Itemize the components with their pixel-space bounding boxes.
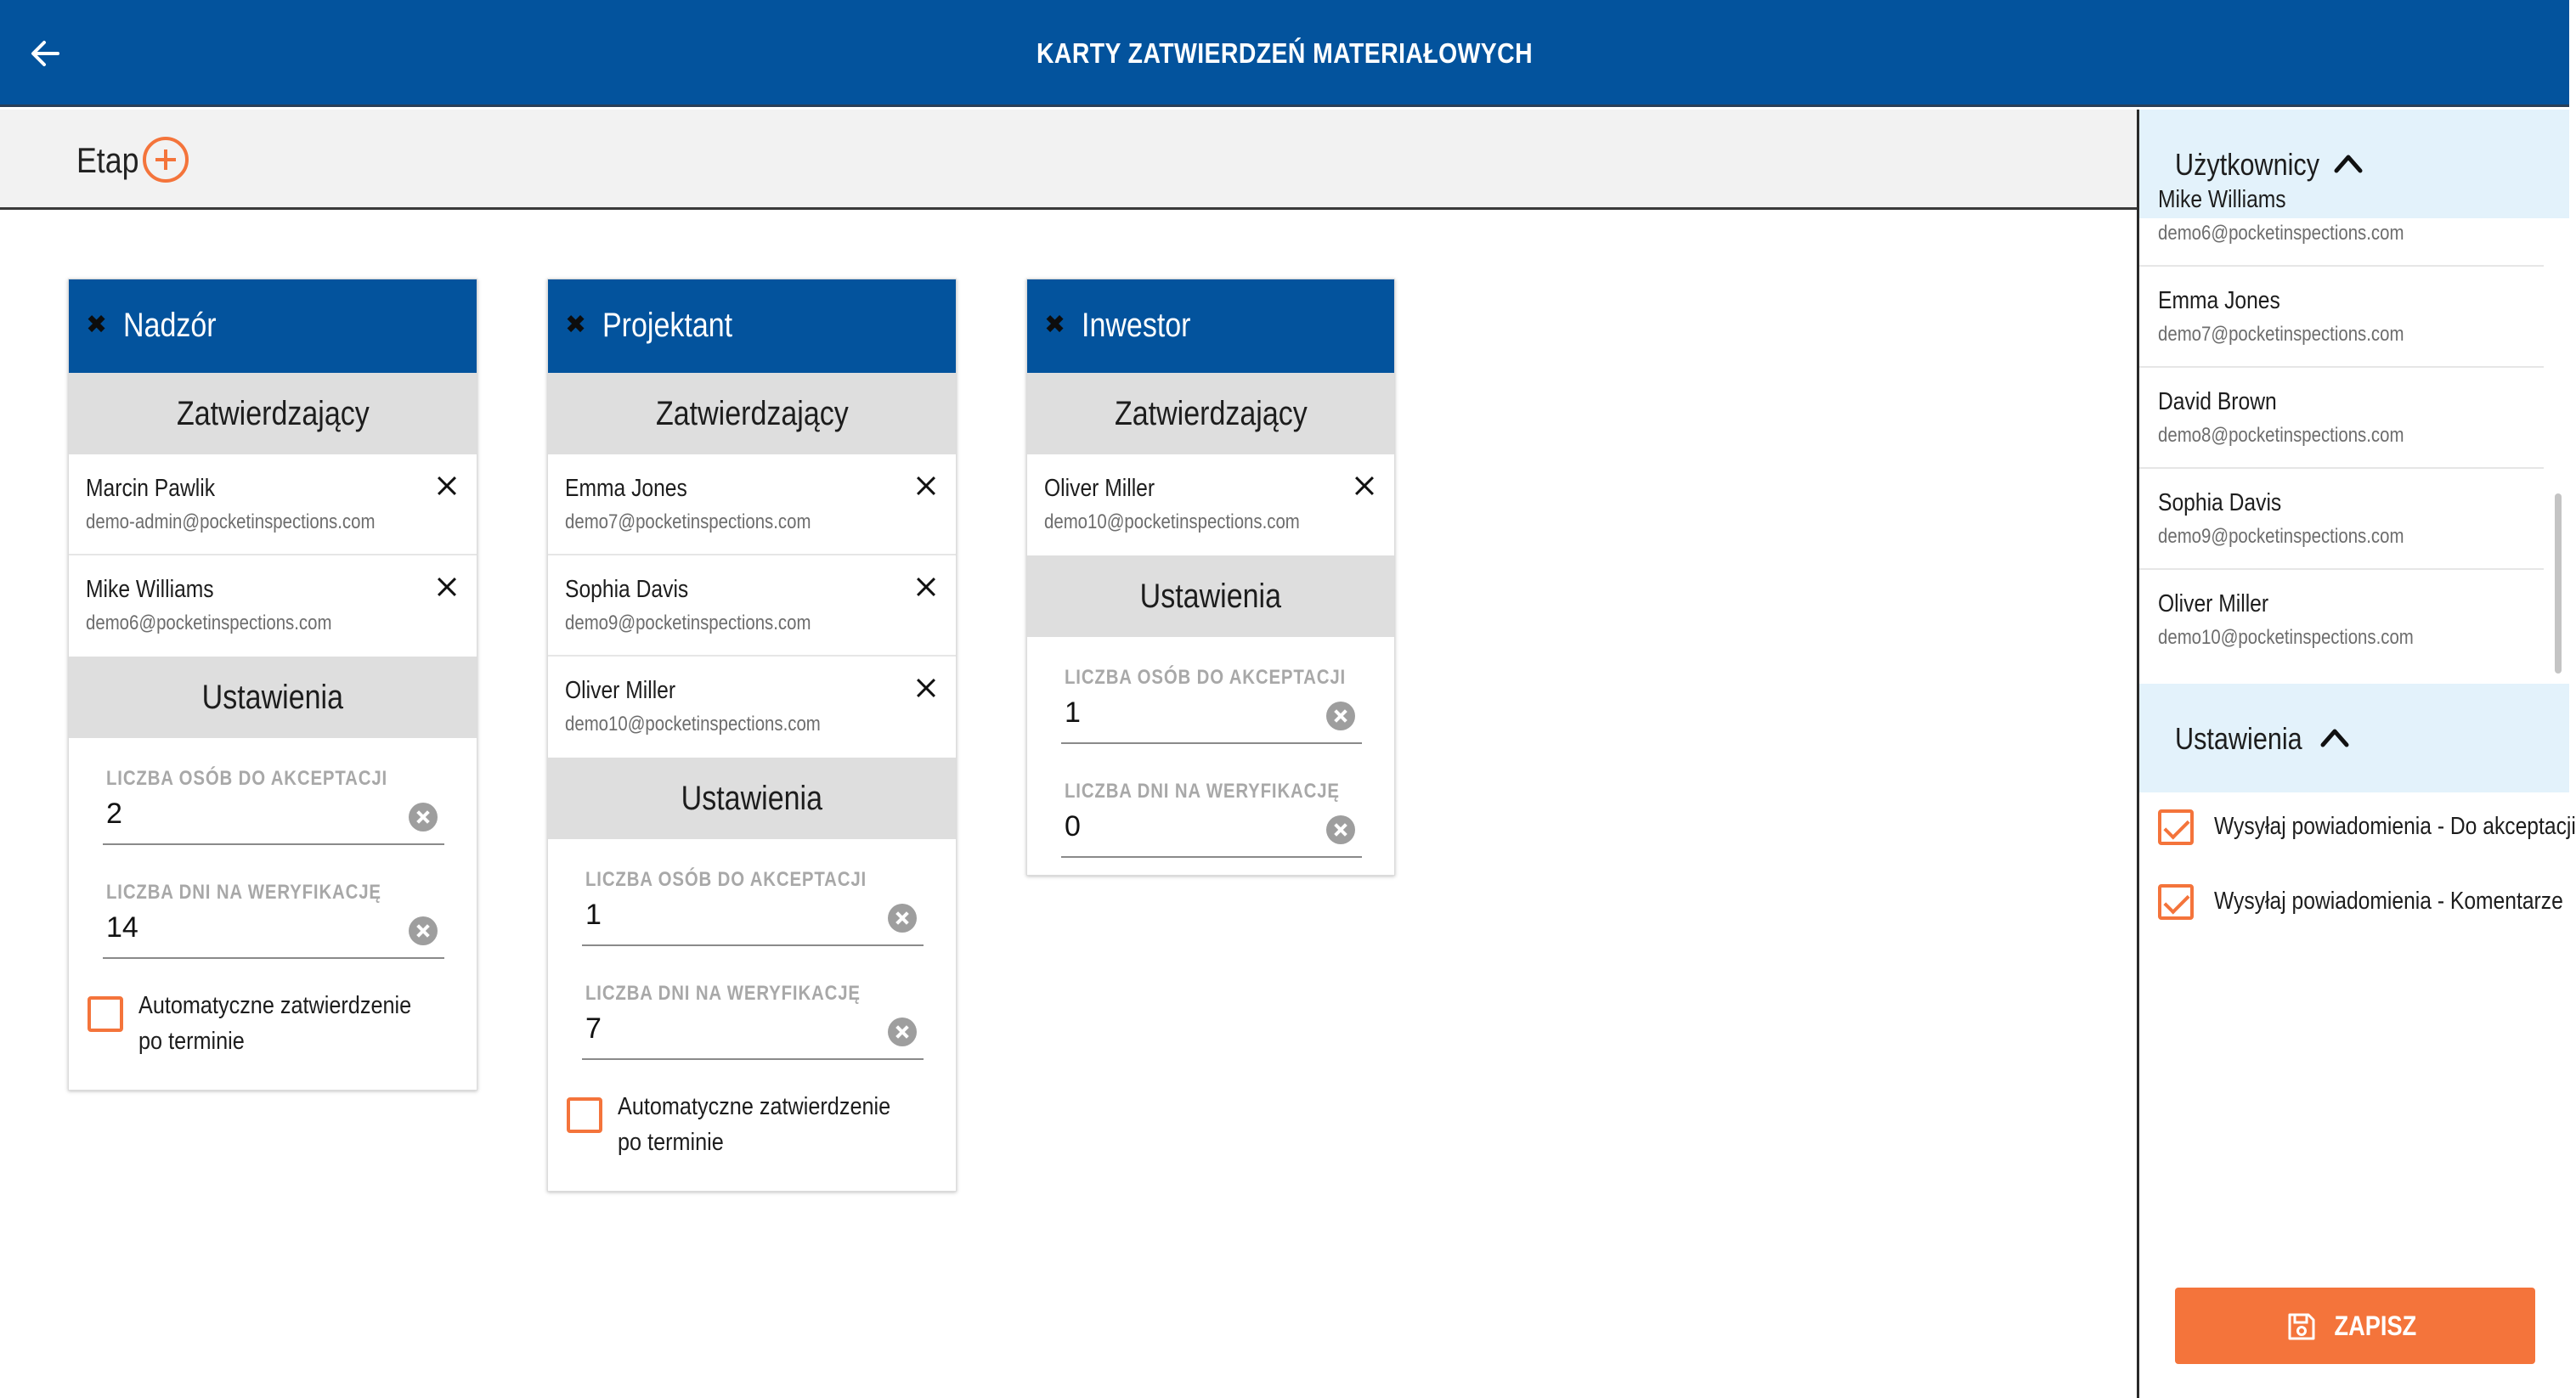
- people-count-input[interactable]: [106, 798, 397, 831]
- clear-field-icon[interactable]: [888, 904, 917, 933]
- approver-row: [69, 555, 477, 657]
- stage-toolbar: [0, 110, 2139, 210]
- field-underline: [582, 944, 924, 946]
- approver-email: demo9@pocketinspections.com: [565, 612, 811, 634]
- settings-section-title: Ustawienia: [69, 657, 477, 738]
- auto-approve-option: [88, 988, 444, 1081]
- floppy-disk-icon: [2286, 1311, 2317, 1342]
- clear-field-icon[interactable]: [409, 803, 438, 831]
- users-list: [2139, 186, 2569, 684]
- clear-field-icon[interactable]: [1326, 815, 1355, 844]
- people-count-input[interactable]: [1065, 696, 1314, 730]
- top-app-bar: [0, 0, 2569, 107]
- stage-settings: [1027, 637, 1394, 875]
- approver-row: [69, 454, 477, 555]
- approver-email: demo-admin@pocketinspections.com: [86, 510, 376, 533]
- people-count-label: LICZBA OSÓB DO AKCEPTACJI: [106, 767, 388, 790]
- notification-option: [2158, 877, 2566, 928]
- approver-email: demo10@pocketinspections.com: [565, 713, 821, 736]
- scrollbar-thumb[interactable]: [2555, 493, 2562, 674]
- approver-name: Sophia Davis: [565, 576, 689, 603]
- people-count-field: [1061, 659, 1362, 773]
- settings-section-title: Ustawienia: [548, 758, 956, 839]
- approver-name: Emma Jones: [565, 475, 687, 502]
- days-count-field: [1061, 773, 1362, 875]
- users-panel-title: Użytkownicy: [2175, 147, 2320, 182]
- settings-panel-title: Ustawienia: [2175, 721, 2302, 756]
- approver-row: [548, 555, 956, 657]
- field-underline: [582, 1058, 924, 1060]
- days-count-input[interactable]: [1065, 810, 1314, 843]
- approver-name: Oliver Miller: [565, 677, 676, 704]
- notify-approval-label: Wysyłaj powiadomienia - Do akceptacji: [2214, 813, 2576, 840]
- field-underline: [1061, 856, 1362, 858]
- remove-approver-button[interactable]: [915, 475, 937, 497]
- approver-name: Oliver Miller: [1044, 475, 1155, 502]
- notify-comments-label: Wysyłaj powiadomienia - Komentarze: [2214, 888, 2563, 915]
- days-count-label: LICZBA DNI NA WERYFIKACJĘ: [1065, 780, 1340, 803]
- approvers-section-title: Zatwierdzający: [548, 373, 956, 454]
- user-email: demo9@pocketinspections.com: [2158, 525, 2404, 548]
- people-count-input[interactable]: [585, 899, 876, 932]
- stage-settings: [69, 738, 477, 1090]
- stage-card-nadzor: [68, 279, 477, 1091]
- approver-email: demo10@pocketinspections.com: [1044, 510, 1300, 533]
- user-email: demo7@pocketinspections.com: [2158, 323, 2404, 346]
- clear-field-icon[interactable]: [1326, 702, 1355, 730]
- user-email: demo10@pocketinspections.com: [2158, 626, 2414, 649]
- approver-email: demo6@pocketinspections.com: [86, 612, 332, 634]
- field-underline: [103, 843, 444, 845]
- user-name: David Brown: [2158, 388, 2277, 415]
- people-count-label: LICZBA OSÓB DO AKCEPTACJI: [1065, 666, 1347, 689]
- save-button-label: ZAPISZ: [2334, 1311, 2417, 1341]
- remove-stage-button[interactable]: [86, 310, 107, 340]
- remove-approver-button[interactable]: [436, 576, 458, 598]
- chevron-up-icon[interactable]: [2319, 724, 2350, 750]
- stage-name: Nadzór: [123, 307, 217, 344]
- stage-settings: [548, 839, 956, 1191]
- user-email: demo8@pocketinspections.com: [2158, 424, 2404, 447]
- user-list-item[interactable]: [2139, 469, 2544, 570]
- people-count-field: [582, 861, 924, 975]
- remove-approver-button[interactable]: [1353, 475, 1376, 497]
- stage-card-inwestor: [1026, 279, 1395, 876]
- field-underline: [103, 957, 444, 959]
- approver-email: demo7@pocketinspections.com: [565, 510, 811, 533]
- approver-name: Marcin Pawlik: [86, 475, 216, 502]
- clear-field-icon[interactable]: [409, 916, 438, 945]
- approvers-section-title: Zatwierdzający: [69, 373, 477, 454]
- days-count-label: LICZBA DNI NA WERYFIKACJĘ: [106, 881, 381, 904]
- user-name: Sophia Davis: [2158, 489, 2282, 516]
- notification-option: [2158, 803, 2576, 854]
- auto-approve-option: [567, 1089, 924, 1182]
- user-list-item[interactable]: [2139, 570, 2544, 671]
- notify-approval-checkbox[interactable]: [2158, 809, 2194, 845]
- notify-comments-checkbox[interactable]: [2158, 884, 2194, 920]
- add-stage-button[interactable]: [143, 137, 189, 183]
- days-count-label: LICZBA DNI NA WERYFIKACJĘ: [585, 982, 861, 1005]
- remove-approver-button[interactable]: [915, 576, 937, 598]
- days-count-field: [103, 874, 444, 988]
- auto-approve-label: Automatyczne zatwierdzenie po terminie: [618, 1093, 891, 1156]
- settings-section-title: Ustawienia: [1027, 555, 1394, 637]
- auto-approve-checkbox[interactable]: [567, 1097, 602, 1133]
- stage-card-projektant: [547, 279, 957, 1192]
- settings-panel-header[interactable]: [2139, 684, 2569, 792]
- users-list-scrollbar[interactable]: [2551, 218, 2566, 684]
- user-email: demo6@pocketinspections.com: [2158, 222, 2404, 245]
- user-name: Mike Williams: [2158, 186, 2286, 213]
- remove-stage-button[interactable]: [1044, 310, 1065, 340]
- stage-name: Inwestor: [1082, 307, 1191, 344]
- remove-stage-button[interactable]: [565, 310, 586, 340]
- auto-approve-checkbox[interactable]: [88, 996, 123, 1032]
- arrow-left-icon: [24, 32, 66, 75]
- approvers-section-title: Zatwierdzający: [1027, 373, 1394, 454]
- back-button[interactable]: [24, 32, 66, 75]
- stage-name: Projektant: [602, 307, 733, 344]
- days-count-input[interactable]: [585, 1012, 876, 1046]
- clear-field-icon[interactable]: [888, 1017, 917, 1046]
- approver-name: Mike Williams: [86, 576, 214, 603]
- stage-card-header: [69, 279, 477, 373]
- save-button[interactable]: [2175, 1288, 2535, 1364]
- days-count-field: [582, 975, 924, 1089]
- stage-card-header: [548, 279, 956, 373]
- user-name: Oliver Miller: [2158, 590, 2269, 617]
- right-side-panel: [2137, 110, 2576, 1398]
- page-title: KARTY ZATWIERDZEŃ MATERIAŁOWYCH: [1036, 37, 1534, 69]
- user-list-item[interactable]: [2139, 267, 2544, 368]
- remove-approver-button[interactable]: [915, 677, 937, 699]
- auto-approve-label: Automatyczne zatwierdzenie po terminie: [138, 992, 412, 1055]
- stage-card-header: [1027, 279, 1394, 373]
- people-count-field: [103, 760, 444, 874]
- approver-row: [548, 454, 956, 555]
- user-list-item[interactable]: [2139, 368, 2544, 469]
- remove-approver-button[interactable]: [436, 475, 458, 497]
- people-count-label: LICZBA OSÓB DO AKCEPTACJI: [585, 868, 867, 891]
- stage-label: Etap: [76, 140, 139, 180]
- user-name: Emma Jones: [2158, 287, 2280, 314]
- user-list-item[interactable]: [2139, 166, 2544, 267]
- days-count-input[interactable]: [106, 911, 397, 944]
- approver-row: [548, 657, 956, 758]
- approver-row: [1027, 454, 1394, 555]
- field-underline: [1061, 742, 1362, 744]
